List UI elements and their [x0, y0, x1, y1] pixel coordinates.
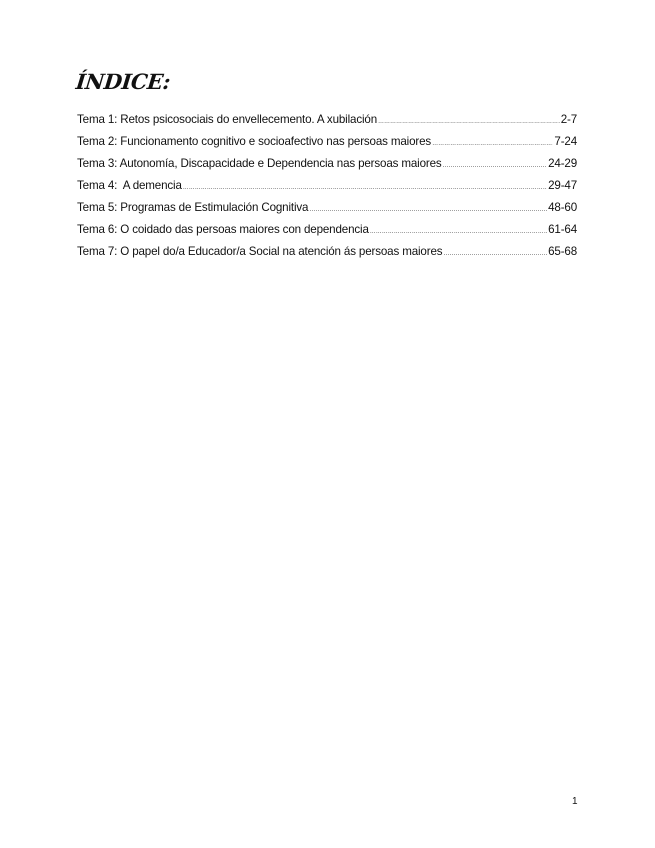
- toc-entry-label: Tema 4: A demencia: [77, 179, 182, 192]
- toc-entry-label: Tema 2: Funcionamento cognitivo e socioafectivo nas persoas maiores: [77, 135, 432, 148]
- toc-entry-pages: 61-64: [548, 223, 577, 236]
- toc-entry-pages: 2-7: [560, 113, 577, 126]
- toc-entry-tema-2[interactable]: [77, 135, 577, 157]
- toc-entry-label: Tema 7: O papel do/a Educador/a Social na atención ás persoas maiores: [77, 245, 443, 258]
- toc-entry-tema-3[interactable]: [77, 157, 577, 179]
- toc-entry-tema-6[interactable]: [77, 223, 577, 245]
- toc-entry-pages: 29-47: [548, 179, 577, 192]
- page-number: 1: [572, 796, 578, 807]
- table-of-contents: [77, 113, 577, 267]
- toc-dot-leader: [432, 141, 553, 147]
- toc-entry-label: Tema 6: O coidado das persoas maiores con dependencia: [77, 223, 369, 236]
- toc-entry-pages: 7-24: [554, 135, 577, 148]
- toc-dot-leader: [183, 185, 547, 191]
- toc-entry-pages: 48-60: [548, 201, 577, 214]
- toc-dot-leader: [443, 163, 548, 169]
- toc-dot-leader: [378, 119, 560, 125]
- toc-entry-tema-5[interactable]: [77, 201, 577, 223]
- toc-entry-label: Tema 1: Retos psicosociais do envellecemento. A xubilación: [77, 113, 377, 126]
- toc-entry-tema-4[interactable]: [77, 179, 577, 201]
- page-title: ÍNDICE:: [74, 69, 172, 94]
- toc-dot-leader: [309, 207, 547, 213]
- toc-entry-tema-7[interactable]: [77, 245, 577, 267]
- toc-entry-tema-1[interactable]: [77, 113, 577, 135]
- toc-dot-leader: [370, 229, 547, 235]
- toc-entry-label: Tema 3: Autonomía, Discapacidade e Dependencia nas persoas maiores: [77, 157, 442, 170]
- toc-entry-pages: 24-29: [548, 157, 577, 170]
- toc-entry-pages: 65-68: [548, 245, 577, 258]
- toc-dot-leader: [443, 251, 547, 257]
- toc-entry-label: Tema 5: Programas de Estimulación Cognitiva: [77, 201, 309, 214]
